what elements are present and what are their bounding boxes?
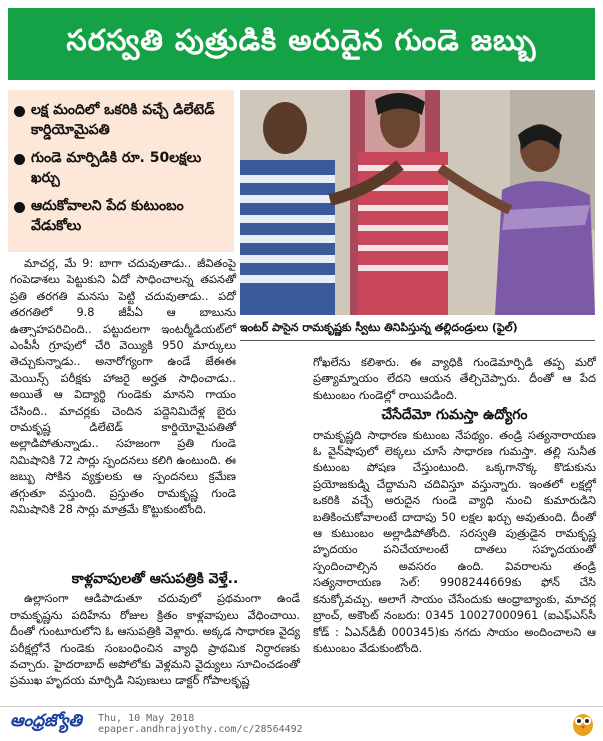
- article-paragraph: ఉల్లాసంగా ఆడిపాడుతూ చదువులో ప్రథమంగా ఉండే రామకృష్ణను పదిహేను రోజుల క్రితం కాళ్లవాపులు వేధించాయి. దీంతో గుంటూరులోని ఓ ఆసుపత్రికి వెళ్లారు. అక్కడ సాధారణ వైద్య పరీక్షల్లోనే గుండెకు సంబంధించిన వ్యాధి ప్రాథమిక నిర్ధారణకు వచ్చారు. హైదరాబాద్ అపోలోకు వెళ్లమని వైద్యులు సూచించడంతో ప్రముఖ హృదయ మార్పిడి నిపుణులు డాక్టర్ గోపాలకృష్ణ: [10, 592, 300, 688]
- article-paragraph: మాచర్ల, మే 9: బాగా చదువుతాడు.. జీవితంపై గంపెడాశలు పెట్టుకుని ఏదో సాధించాలన్న తపనతో ప్రతి తరగతి మనసు పెట్టి చదువుతాడు.. పదో తరగతిలో 9.8 జీపీఏ ఆ బాబును ఉత్సాహపరిచింది.. పట్టుదలగా ఇంటర్మీడియట్‌లో ఎంపీసీ గ్రూపులో చేరి వెయ్యికి 950 మార్కులు తెచ్చుకున్నాడు.. అనారోగ్యంగా ఉండే జేఈఈ మెయిన్స్ పరీక్షకు హాజరై అర్హత సాధించాడు.. అయితే ఆ విద్యార్థి గుండెకు మానని గాయం చేసింది.. మాచర్లకు చెందిన పద్దెనిమిదేళ్ల బైరు రామకృష్ణ డిలేటెడ్ కార్డియోమైపతితో అల్లాడిపోతున్నాడు.. సహజంగా ప్రతి గుండె నిమిషానికి 72 సార్లు స్పందనలు కలిగి ఉంటుంది. ఈ జబ్బు సోకిన వ్యక్తులకు ఆ స్పందనలు క్రమేణ తగ్గుతూ వస్తుంది. ప్రస్తుతం రామకృష్ణ గుండె నిమిషానికి 28 సార్లు మాత్రమే కొట్టుకుంటోంది.: [10, 257, 236, 517]
- key-points-box: [8, 90, 234, 252]
- newspaper-logo: ఆంధ్రజ్యోతి: [10, 711, 82, 731]
- epaper-link[interactable]: epaper.andhrajyothy.com/c/28564492: [98, 724, 303, 735]
- family-photo: [240, 90, 595, 315]
- footer-info: [98, 713, 303, 735]
- article-column-1-lower: [10, 568, 300, 690]
- key-point: గుండె మార్పిడికి రూ. 50లక్షలు ఖర్చు: [14, 148, 230, 188]
- article-column-2: [313, 355, 596, 657]
- edition-date: Thu, 10 May 2018: [98, 713, 195, 724]
- key-point: లక్ష మందిలో ఒకరికి వచ్చే డిలేటెడ్ కార్డియోమైపతి: [14, 100, 230, 140]
- footer: [0, 706, 603, 740]
- headline: సరస్వతి పుత్రుడికి అరుదైన గుండె జబ్బు: [8, 8, 595, 80]
- article-paragraph: గోఖలేను కలిశారు. ఈ వ్యాధికి గుండెమార్పిడి తప్ప మరో ప్రత్యామ్నాయం లేదని ఆయన తేల్చిచెప్పారు. దీంతో ఆ పేద కుటుంబం గుండెల్లో రాయిపడింది.: [313, 356, 596, 402]
- subheading: చేసేదేమో గుమస్తా ఉద్యోగం: [381, 407, 528, 424]
- article-column-1: [10, 256, 236, 519]
- bullet-icon: [14, 106, 25, 117]
- subheading: కాళ్లవాపులతో ఆసుపత్రికి వెళ్తే..: [71, 571, 239, 587]
- photo-caption: ఇంటర్ పాసైన రామకృష్ణకు స్వీటు తినిపిస్తున్న తల్లిదండ్రులు (ఫైల్): [240, 318, 595, 341]
- bullet-icon: [14, 202, 25, 213]
- bullet-icon: [14, 154, 25, 165]
- owl-icon: [571, 709, 595, 741]
- article-paragraph: రామకృష్ణది సాధారణ కుటుంబ నేపథ్యం. తండ్రి సత్యనారాయణ ఓ వైన్‌షాపులో లెక్కలు చూసే సాధారణ గుమస్తా. తల్లి సునీత కుటుంబ పోషణ చేస్తుంటుంది. ఒక్కగానొక్క కొడుకును ప్రయోజకుడ్ని చేద్దామని చదివిస్తూ వస్తున్నారు. ఇంతలో లక్షల్లో ఒకరికి వచ్చే అరుదైన గుండె వ్యాధి నుంచి కుమారుడిని బతికించుకోవాలంటే దాదాపు 50 లక్షల ఖర్చు అవుతుంది. దీంతో ఆ కుటుంబం అల్లాడిపోతోంది. సరస్వతి పుత్రుడైన రామకృష్ణ హృదయం పనిచేయాలంటే దాతలు సహృదయంతో స్పందించాల్సిన అవసరం ఉంది. వివరాలను తండ్రి సత్యనారాయణ సెల్: 9908244669కు ఫోన్ చేసి కనుక్కోవచ్చు. అలాగే సాయం చేసేందుకు ఆంధ్రాబ్యాంకు, మాచర్ల బ్రాంచ్, అకౌంట్ నంబరు: 0345 10027000961 (ఐఎఫ్‌ఎస్‌సీ కోడ్ : ఏఎన్‌డీబీ 000345)కు నగదు సాయం అందించాలని ఆ కుటుంబం వేడుకుంటోంది.: [313, 428, 596, 655]
- key-point: ఆదుకోవాలని పేద కుటుంబం వేడుకోలు: [14, 196, 230, 236]
